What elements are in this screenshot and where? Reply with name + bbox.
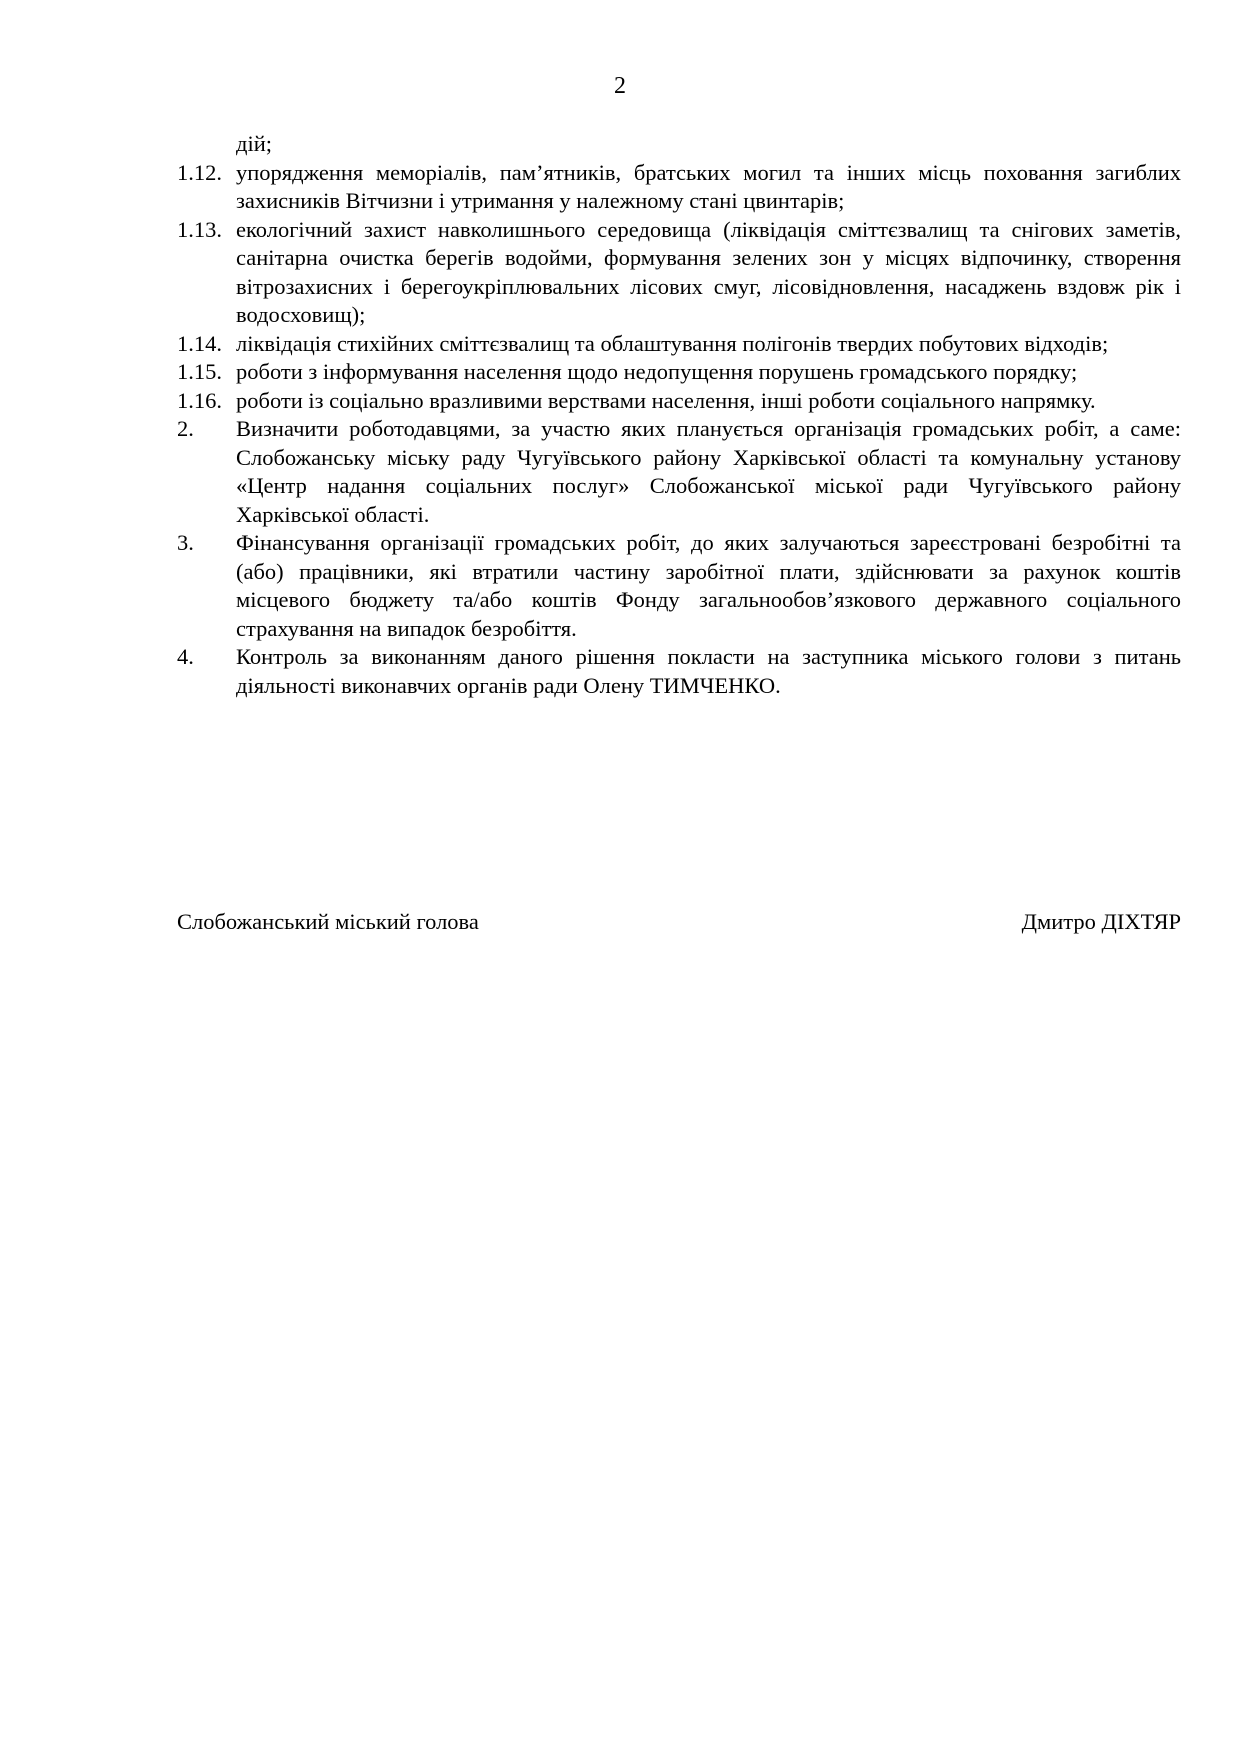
- list-item-1-15: [177, 358, 1181, 387]
- item-text: ліквідація стихійних сміттєзвалищ та облаштування полігонів твердих побутових відходів;: [236, 330, 1109, 356]
- signature-block: [177, 908, 1181, 936]
- list-item-1-14: [177, 330, 1181, 359]
- signatory-name: Дмитро ДІХТЯР: [1021, 909, 1181, 934]
- continuation-text: дій;: [236, 131, 272, 156]
- list-item-1-16: [177, 387, 1181, 416]
- signatory-position: Слобожанський міський голова: [177, 909, 479, 934]
- item-text: упорядження меморіалів, пам’ятників, братських могил та інших місць поховання загиблих захисників Вітчизни і утримання у належному стані цвинтарів;: [236, 159, 1181, 213]
- list-item-1-13: [177, 216, 1181, 330]
- page-number: 2: [614, 73, 626, 99]
- item-text: Контроль за виконанням даного рішення покласти на заступника міського голови з питань діяльності виконавчих органів ради Олену ТИМЧЕНКО.: [236, 644, 1181, 698]
- item-text: роботи із соціально вразливими верствами населення, інші роботи соціального напрямку.: [236, 387, 1096, 413]
- item-number: 1.16.: [177, 387, 222, 413]
- item-text: Визначити роботодавцями, за участю яких планується організація громадських робіт, а саме: Слобожанську міську раду Чугуївського району Харківської області та комунальну установу «Центр надання соціальних послуг» Слобожанської міської ради Чугуївського району Харківської області.: [236, 416, 1181, 527]
- item-text: екологічний захист навколишнього середовища (ліквідація сміттєзвалищ та снігових заметів, санітарна очистка берегів водойми, формування зелених зон у місцях відпочинку, створення вітрозахисних і берегоукріплювальних лісових смуг, лісовідновлення, насаджень вздовж рік і водосховищ);: [236, 216, 1181, 327]
- item-text: Фінансування організації громадських робіт, до яких залучаються зареєстровані безробітні та (або) працівники, які втратили частину заробітної плати, здійснювати за рахунок коштів місцевого бюджету та/або коштів Фонду загальнообов’язкового державного соціального страхування на випадок безробіття.: [236, 530, 1181, 641]
- item-number: 1.14.: [177, 330, 222, 356]
- list-item-2: [177, 415, 1181, 529]
- list-item-1-12: [177, 159, 1181, 216]
- item-number: 1.12.: [177, 159, 222, 185]
- document-body: [177, 130, 1181, 700]
- list-item-3: [177, 529, 1181, 643]
- item-number: 4.: [177, 644, 194, 669]
- item-number: 1.15.: [177, 359, 222, 384]
- item-number: 2.: [177, 416, 194, 441]
- item-number: 1.13.: [177, 216, 222, 242]
- list-item-4: [177, 643, 1181, 700]
- item-text: роботи з інформування населення щодо недопущення порушень громадського порядку;: [236, 359, 1078, 384]
- item-number: 3.: [177, 530, 194, 555]
